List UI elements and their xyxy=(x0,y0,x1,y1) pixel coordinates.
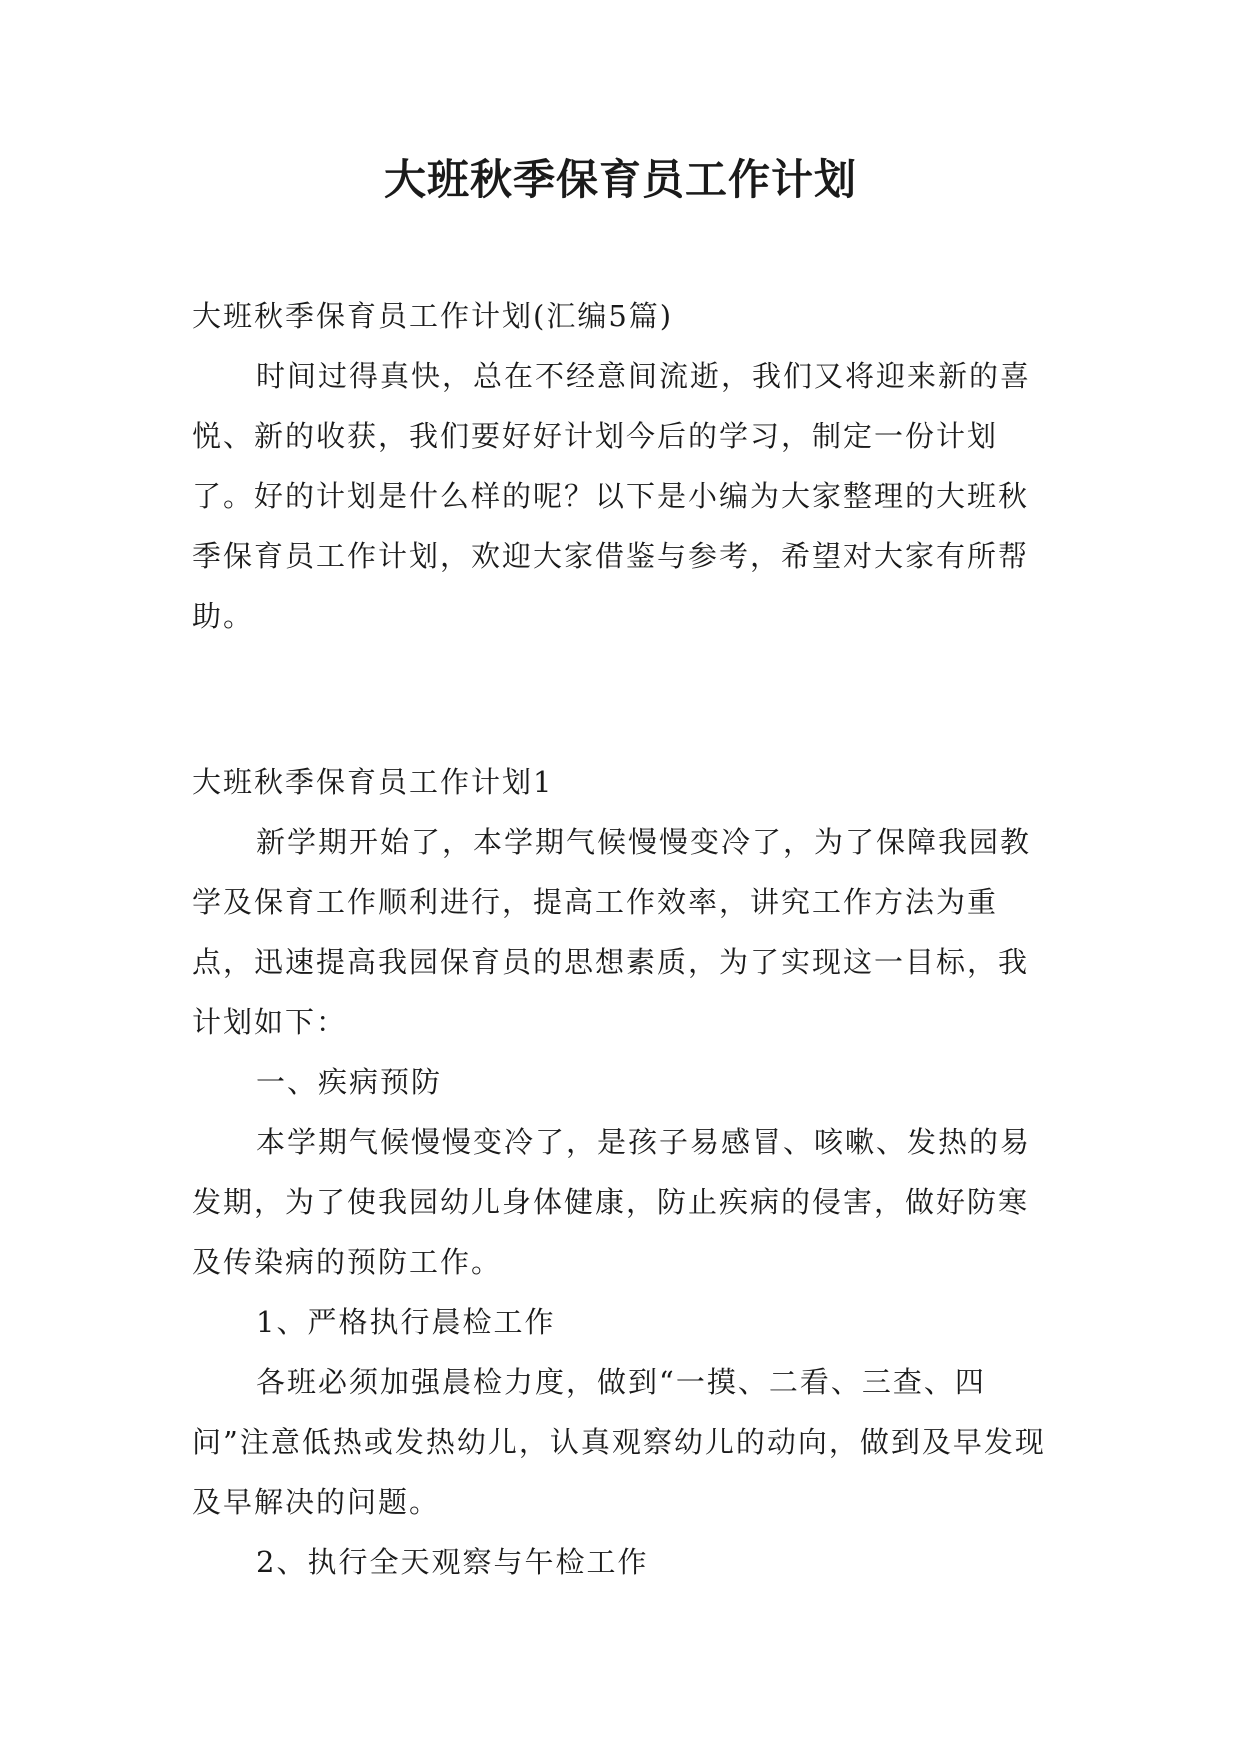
section-paragraph: 新学期开始了，本学期气候慢慢变冷了，为了保障我园教学及保育工作顺利进行，提高工作效率，讲究工作方法为重点，迅速提高我园保育员的思想素质，为了实现这一目标，我计划如下： xyxy=(192,825,1032,1039)
intro-paragraph: 时间过得真快，总在不经意间流逝，我们又将迎来新的喜悦、新的收获，我们要好好计划今后的学习，制定一份计划了。好的计划是什么样的呢？以下是小编为大家整理的大班秋季保育员工作计划，欢迎大家借鉴与参考，希望对大家有所帮助。 xyxy=(192,359,1032,633)
section-1 xyxy=(192,752,1052,1592)
sub-paragraph: 各班必须加强晨检力度，做到“一摸、二看、三查、四问”注意低热或发热幼儿，认真观察幼儿的动向，做到及早发现及早解决的问题。 xyxy=(192,1365,1046,1519)
sub-heading-all-day-observation: 2、执行全天观察与午检工作 xyxy=(256,1545,649,1579)
section-heading: 大班秋季保育员工作计划1 xyxy=(192,765,554,799)
sub-heading-morning-check: 1、严格执行晨检工作 xyxy=(256,1305,556,1339)
item-paragraph: 本学期气候慢慢变冷了，是孩子易感冒、咳嗽、发热的易发期，为了使我园幼儿身体健康，防止疾病的侵害，做好防寒及传染病的预防工作。 xyxy=(192,1125,1032,1279)
item-heading-disease-prevention: 一、疾病预防 xyxy=(256,1065,443,1099)
intro-block xyxy=(192,286,1052,646)
document-subtitle: 大班秋季保育员工作计划(汇编5篇) xyxy=(192,299,674,333)
page-title: 大班秋季保育员工作计划 xyxy=(383,155,857,204)
